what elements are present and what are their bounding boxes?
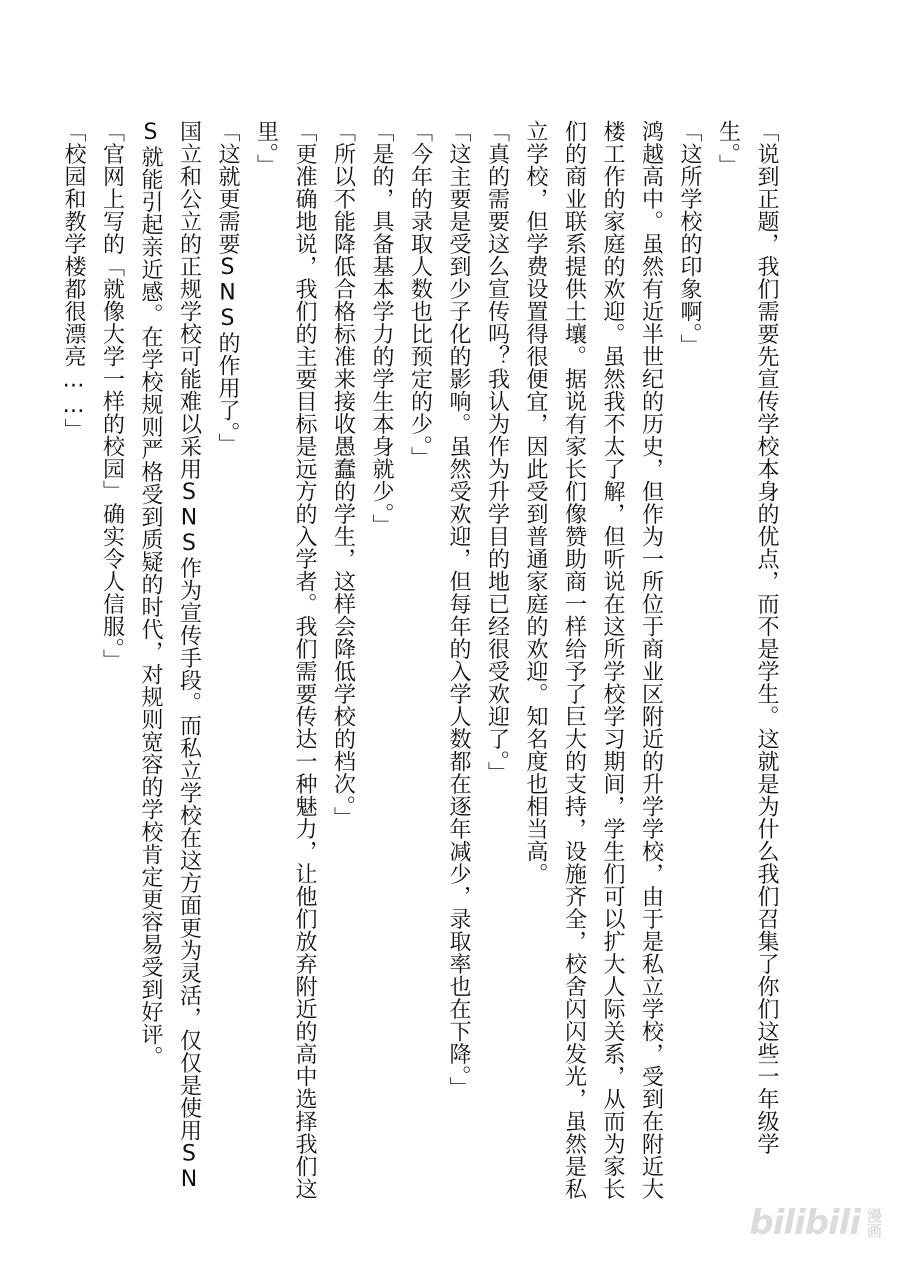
- paragraph: 「所以不能降低合格标准来接收愚蠢的学生，这样会降低学校的档次。」: [330, 120, 356, 829]
- paragraph: 国立和公立的正规学校可能难以采用SNS作为宣传手段。而私立学校在这方面更为灵活，仅仅是使用SNS就能引起亲近感。在学校规则严格受到质疑的时代，对规则宽容的学校肯定更容易受到好评。: [138, 120, 202, 1193]
- paragraph: 「说到正题，我们需要先宣传学校本身的优点，而不是学生。这就是为什么我们召集了你们这些一年级学生。」: [715, 120, 779, 1155]
- paragraph: 「真的需要这么宣传吗？我认为作为升学目的地已经很受欢迎了。」: [484, 120, 510, 784]
- vertical-text-body: [54, 120, 786, 1200]
- paragraph: 鸿越高中。虽然有近半世纪的历史，但作为一所位于商业区附近的升学学校，由于是私立学校，受到在附近大楼工作的家庭的欢迎。虽然我不太了解，但听说在这所学校学习期间，学生们可以扩大人际关系，从而为家长们的商业联系提供土壤。据说有家长们像赞助商一样给予了巨大的支持，设施齐全，校舍闪闪发光，虽然是私立学校，但学费设置得很便宜，因此受到普通家庭的欢迎。知名度也相当高。: [523, 120, 664, 1200]
- manga-label: 漫画: [865, 1208, 883, 1238]
- paragraph: 「这主要是受到少子化的影响。虽然受欢迎，但每年的入学人数都在逐年减少，录取率也在下降。」: [446, 120, 471, 1099]
- paragraph: 「更准确地说，我们的主要目标是远方的入学者。我们需要传达一种魅力，让他们放弃附近的高中选择我们这里。」: [253, 120, 317, 1200]
- paragraph: 「官网上写的「就像大学一样的校园」确实令人信服。」: [99, 120, 125, 672]
- paragraph: 「是的，具备基本学力的学生本身就少。」: [369, 120, 394, 537]
- bilibili-logo: bilibili: [749, 1203, 860, 1243]
- paragraph: 「这所学校的印象啊。」: [677, 120, 702, 357]
- paragraph: 「今年的录取人数也比预定的少。」: [407, 120, 433, 469]
- bilibili-manga-watermark: [749, 1203, 882, 1243]
- paragraph: 「校园和教学楼都很漂亮……」: [61, 120, 86, 441]
- paragraph: 「这就更需要SNS的作用了。」: [215, 120, 240, 456]
